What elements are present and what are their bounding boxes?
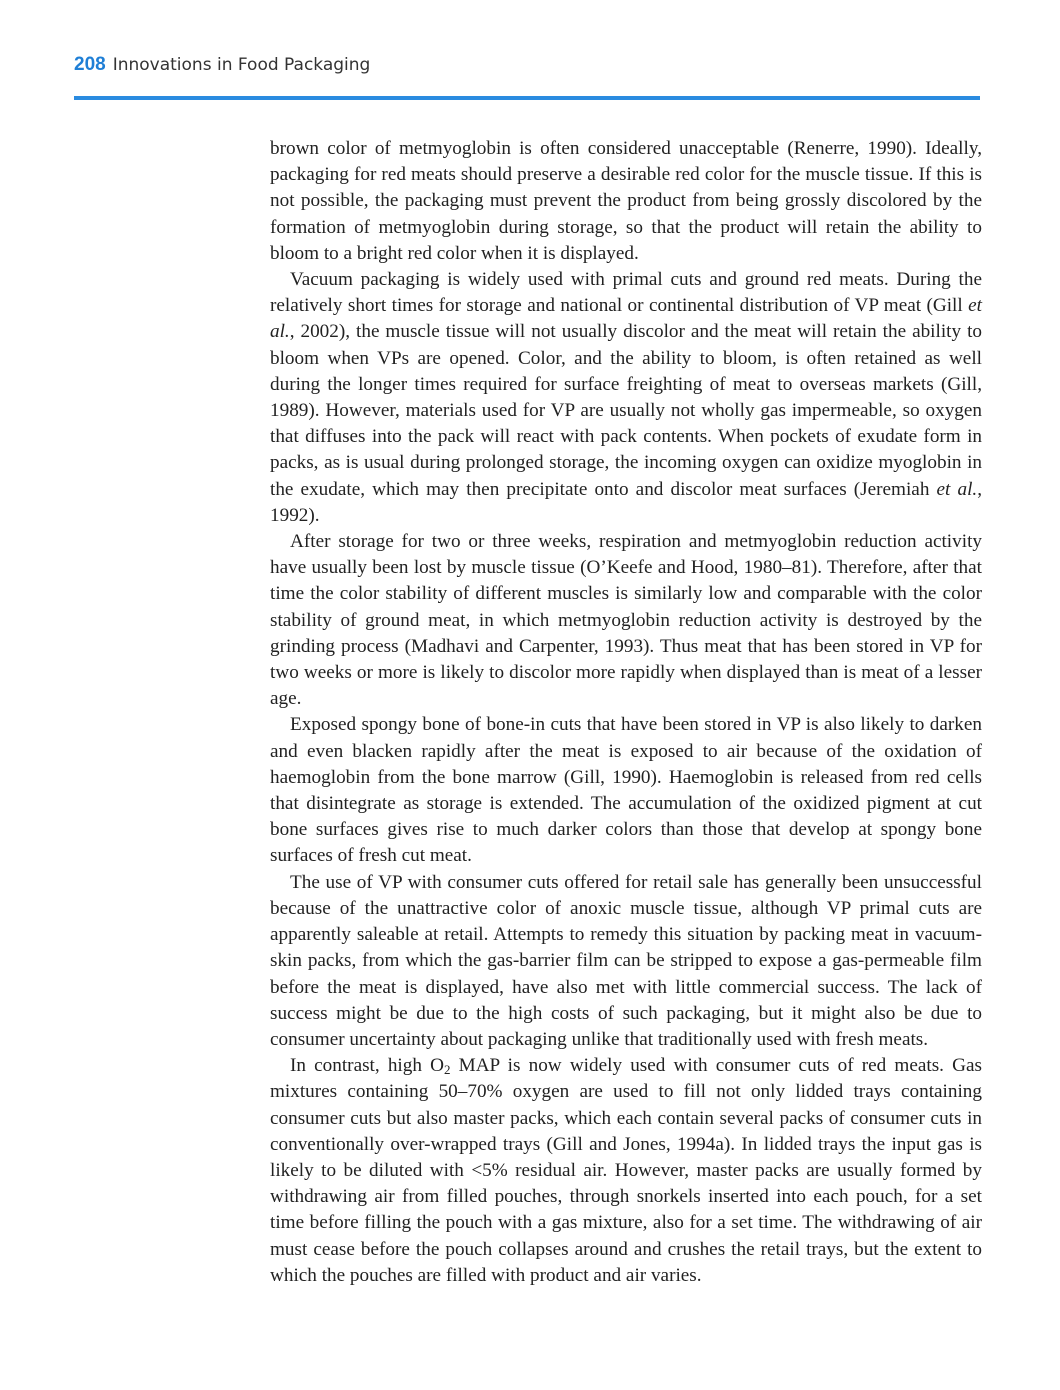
paragraph-2-text-c: , 2002), the muscle tissue will not usually discolor and the meat will retain the ability to bloom when VPs are opened. Color, and the ability to bloom, is often retained as well during the longer times required for surface freighting of meat to overseas markets (Gill, 1989). However, materials used for VP are usually not wholly gas impermeable, so oxygen that diffuses into the pack will react with pack contents. When pockets of exudate form in packs, as is usual during prolonged storage, the incoming oxygen can oxidize myoglobin in the exudate, which may then precipitate onto and discolor meat surfaces (Jeremiah <box>270 321 982 500</box>
running-head: Innovations in Food Packaging <box>112 55 371 75</box>
paragraph-6-text-b: MAP is now widely used with consumer cuts of red meats. Gas mixtures containing 50–70% oxygen are used to fill not only lidded trays containing consumer cuts but also master packs, which each contain several packs of consumer cuts in conventionally over-wrapped trays (Gill and Jones, 1994a). In lidded trays the input gas is likely to be diluted with <5% residual air. However, master packs are usually formed by withdrawing air from filled pouches, through snorkels inserted into each pouch, for a set time before filling the pouch with a gas mixture, also for a set time. The withdrawing of air must cease before the pouch collapses around and crushes the retail trays, but the extent to which the pouches are filled with product and air varies. <box>270 1055 982 1286</box>
paragraph-2-etal-1: et al. <box>270 295 982 343</box>
paragraph-2 <box>270 267 982 529</box>
oxygen-subscript: 2 <box>443 1062 451 1078</box>
paragraph-4: Exposed spongy bone of bone-in cuts that have been stored in VP is also likely to darken and even blacken rapidly after the meat is exposed to air because of the oxidation of haemoglobin from the bone marrow (Gill, 1990). Haemoglobin is released from red cells that disintegrate as storage is extended. The accumulation of the oxidized pigment at cut bone surfaces gives rise to much darker colors than those that develop at spongy bone surfaces of fresh cut meat. <box>270 714 982 867</box>
header-rule <box>74 96 980 100</box>
page-number: 208 <box>74 54 106 75</box>
page-header <box>74 54 370 84</box>
paragraph-2-text-e: , 1992). <box>270 478 982 526</box>
paragraph-3: After storage for two or three weeks, respiration and metmyoglobin reduction activity have usually been lost by muscle tissue (O’Keefe and Hood, 1980–81). Therefore, after that time the color stability of different muscles is similarly low and comparable with the color stability of ground meat, in which metmyoglobin reduction activity is destroyed by the grinding process (Madhavi and Carpenter, 1993). Thus meat that has been stored in VP for two weeks or more is likely to discolor more rapidly when displayed than is meat of a lesser age. <box>270 531 982 710</box>
paragraph-2-text-a: Vacuum packaging is widely used with primal cuts and ground red meats. During the relatively short times for storage and national or continental distribution of VP meat (Gill <box>270 269 982 317</box>
paragraph-1: brown color of metmyoglobin is often considered unacceptable (Renerre, 1990). Ideally, packaging for red meats should preserve a desirable red color for the muscle tissue. If this is not possible, the packaging must prevent the product from being grossly discolored by the formation of metmyoglobin during storage, so that the product will retain the ability to bloom to a bright red color when it is displayed. <box>270 138 982 264</box>
paragraph-5: The use of VP with consumer cuts offered for retail sale has generally been unsuccessful because of the unattractive color of anoxic muscle tissue, although VP primal cuts are apparently saleable at retail. Attempts to remedy this situation by packing meat in vacuum-skin packs, from which the gas-barrier film can be stripped to expose a gas-permeable film before the meat is displayed, have also met with little commercial success. The lack of success might be due to the high costs of such packaging, but it might also be due to consumer uncertainty about packaging unlike that traditionally used with fresh meats. <box>270 871 982 1050</box>
paragraph-6 <box>270 1053 982 1289</box>
paragraph-2-etal-2: et al. <box>936 478 978 500</box>
paragraph-6-text-a: In contrast, high O <box>290 1055 444 1077</box>
body-text <box>270 136 982 1289</box>
